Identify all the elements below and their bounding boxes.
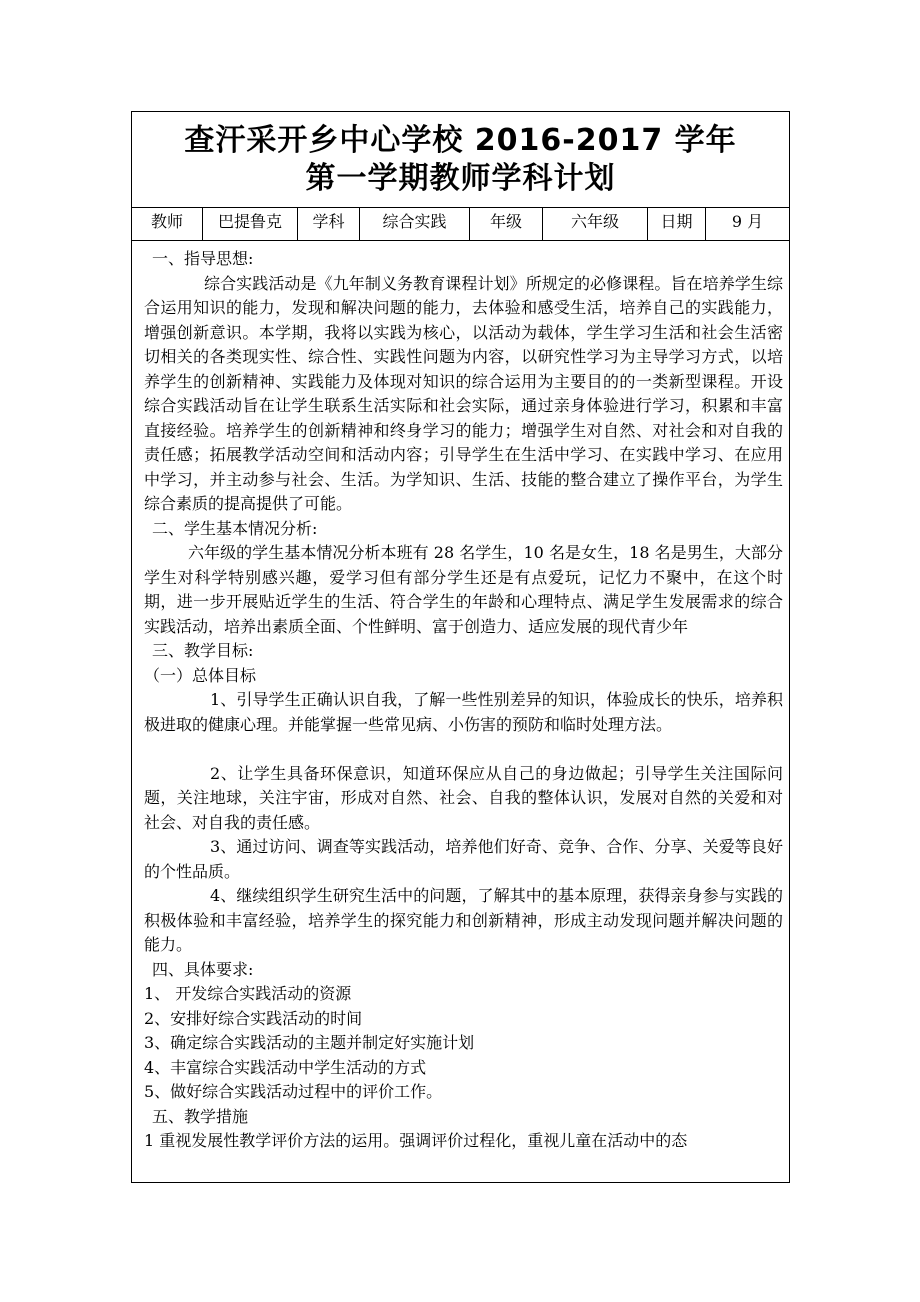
- subheading-overall-goals: （一）总体目标: [144, 665, 257, 685]
- date-label: 日期: [648, 208, 706, 240]
- blank-line: [144, 737, 783, 762]
- requirement-item-5: 5、做好综合实践活动过程中的评价工作。: [144, 1082, 443, 1101]
- section-heading-teaching-goals: 三、教学目标:: [152, 641, 254, 660]
- info-row: [132, 208, 789, 241]
- date-value: 9 月: [731, 212, 764, 231]
- title-block: [132, 112, 789, 208]
- title-line-2: 第一学期教师学科计划: [305, 161, 616, 196]
- requirement-item-1: 1、 开发综合实践活动的资源: [144, 984, 352, 1003]
- requirement-item-2: 2、安排好综合实践活动的时间: [144, 1008, 363, 1028]
- section-heading-student-analysis: 二、学生基本情况分析:: [152, 518, 318, 538]
- measure-item-1: 1 重视发展性教学评价方法的运用。强调评价过程化，重视儿童在活动中的态: [144, 1131, 688, 1150]
- goal-item-3: 3、通过访问、调查等实践活动，培养他们好奇、竞争、合作、分享、关爱等良好的个性品质。: [144, 837, 783, 881]
- goal-item-4: 4、继续组织学生研究生活中的问题，了解其中的基本原理，获得亲身参与实践的积极体验和丰富经验，培养学生的探究能力和创新精神，形成主动发现问题并解决问题的能力。: [144, 886, 783, 954]
- requirement-item-4: 4、丰富综合实践活动中学生活动的方式: [144, 1057, 427, 1077]
- section-heading-requirements: 四、具体要求:: [152, 959, 254, 979]
- section-heading-guiding-ideas: 一、指导思想:: [152, 249, 254, 268]
- requirement-item-3: 3、确定综合实践活动的主题并制定好实施计划: [144, 1033, 475, 1052]
- subject-value: 综合实践: [360, 208, 470, 240]
- section-body-guiding-ideas: 综合实践活动是《九年制义务教育课程计划》所规定的必修课程。旨在培养学生综合运用知识的能力，发现和解决问题的能力，去体验和感受生活，培养自己的实践能力，增强创新意识。本学期，我将以实践为核心，以活动为载体，学生学习生活和社会生活密切相关的各类现实性、综合性、实践性问题为内容，以研究性学习为主导学习方式，以培养学生的创新精神、实践能力及体现对知识的综合运用为主要目的的一类新型课程。开设综合实践活动旨在让学生联系生活实际和社会实际，通过亲身体验进行学习，积累和丰富直接经验。培养学生的创新精神和终身学习的能力；增强学生对自然、对社会和对自我的责任感；拓展教学活动空间和活动内容；引导学生在生活中学习、在实践中学习、在应用中学习，并主动参与社会、生活。为学知识、生活、技能的整合建立了操作平台，为学生综合素质的提高提供了可能。: [144, 273, 783, 513]
- goal-item-2: 2、让学生具备环保意识，知道环保应从自己的身边做起；引导学生关注国际问题，关注地球，关注宇宙，形成对自然、社会、自我的整体认识，发展对自然的关爱和对社会、对自我的责任感。: [144, 763, 783, 832]
- teacher-label: 教师: [132, 208, 203, 240]
- grade-label: 年级: [470, 208, 543, 240]
- plan-body: [132, 241, 789, 1154]
- subject-label: 学科: [298, 208, 360, 240]
- grade-value: 六年级: [543, 208, 648, 240]
- plan-form: [131, 111, 790, 1183]
- teacher-value: 巴提鲁克: [203, 208, 298, 240]
- section-heading-teaching-measures: 五、教学措施: [152, 1106, 249, 1126]
- title-line-1: 查汗采开乡中心学校 2016-2017 学年: [184, 123, 737, 158]
- goal-item-1: 1、引导学生正确认识自我，了解一些性别差异的知识，体验成长的快乐，培养积极进取的健康心理。并能掌握一些常见病、小伤害的预防和临时处理方法。: [144, 690, 783, 734]
- section-body-student-analysis: 六年级的学生基本情况分析本班有 28 名学生，10 名是女生，18 名是男生，大部分学生对科学特别感兴趣，爱学习但有部分学生还是有点爱玩，记忆力不聚中，在这个时期，进一步开展贴近学生的生活、符合学生的年龄和心理特点、满足学生发展需求的综合实践活动，培养出素质全面、个性鲜明、富于创造力、适应发展的现代青少年: [144, 543, 783, 636]
